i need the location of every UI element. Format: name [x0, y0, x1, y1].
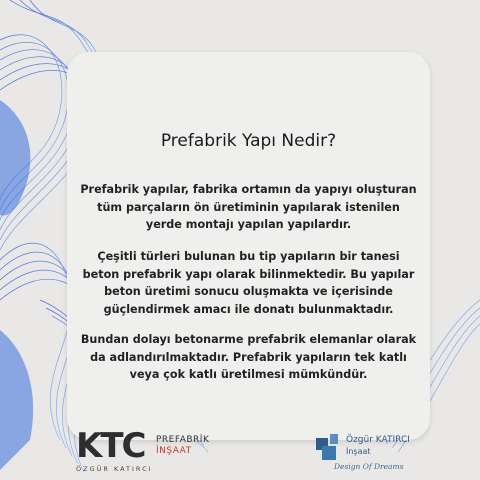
paragraph-reinforced: Bundan dolayı betonarme prefabrik elemanlar olarak da adlandırılmaktadır. Prefabrik yapıların tek katlı veya çok katlı üretilmesi mümkündür. [80, 333, 417, 381]
ktc-logo-prefabrik: PREFABRİK [156, 435, 210, 445]
paragraph-definition: Prefabrik yapılar, fabrika ortamın da yapıyı oluşturan tüm parçaların ön üretiminin yapılarak istenilen yerde montajı yapılan yapılardır. [80, 183, 417, 231]
ozgur-logo [314, 432, 444, 476]
building-blocks-icon [314, 432, 344, 466]
ktc-logo-letters: KTC [76, 426, 145, 466]
ozgur-logo-insaat: İnşaat [346, 447, 371, 456]
ktc-logo-subtitle: ÖZGÜR KATIRCI [76, 465, 153, 473]
paragraph-concrete-prefab: Çeşitli türleri bulunan bu tip yapıların bir tanesi beton prefabrik yapı olarak bilinmektedir. Bu yapılar beton üretimi sonucu oluşmakta ve içerisinde güçlendirmek amacı ile donatı bulunmaktadır. [82, 250, 415, 316]
ktc-logo [76, 427, 216, 477]
ozgur-logo-tagline: Design Of Dreams [334, 462, 404, 471]
ozgur-logo-name: Özgür KATIRCI [346, 435, 410, 445]
page-title: Prefabrik Yapı Nedir? [160, 131, 337, 151]
ktc-logo-insaat: İNŞAAT [156, 446, 192, 456]
